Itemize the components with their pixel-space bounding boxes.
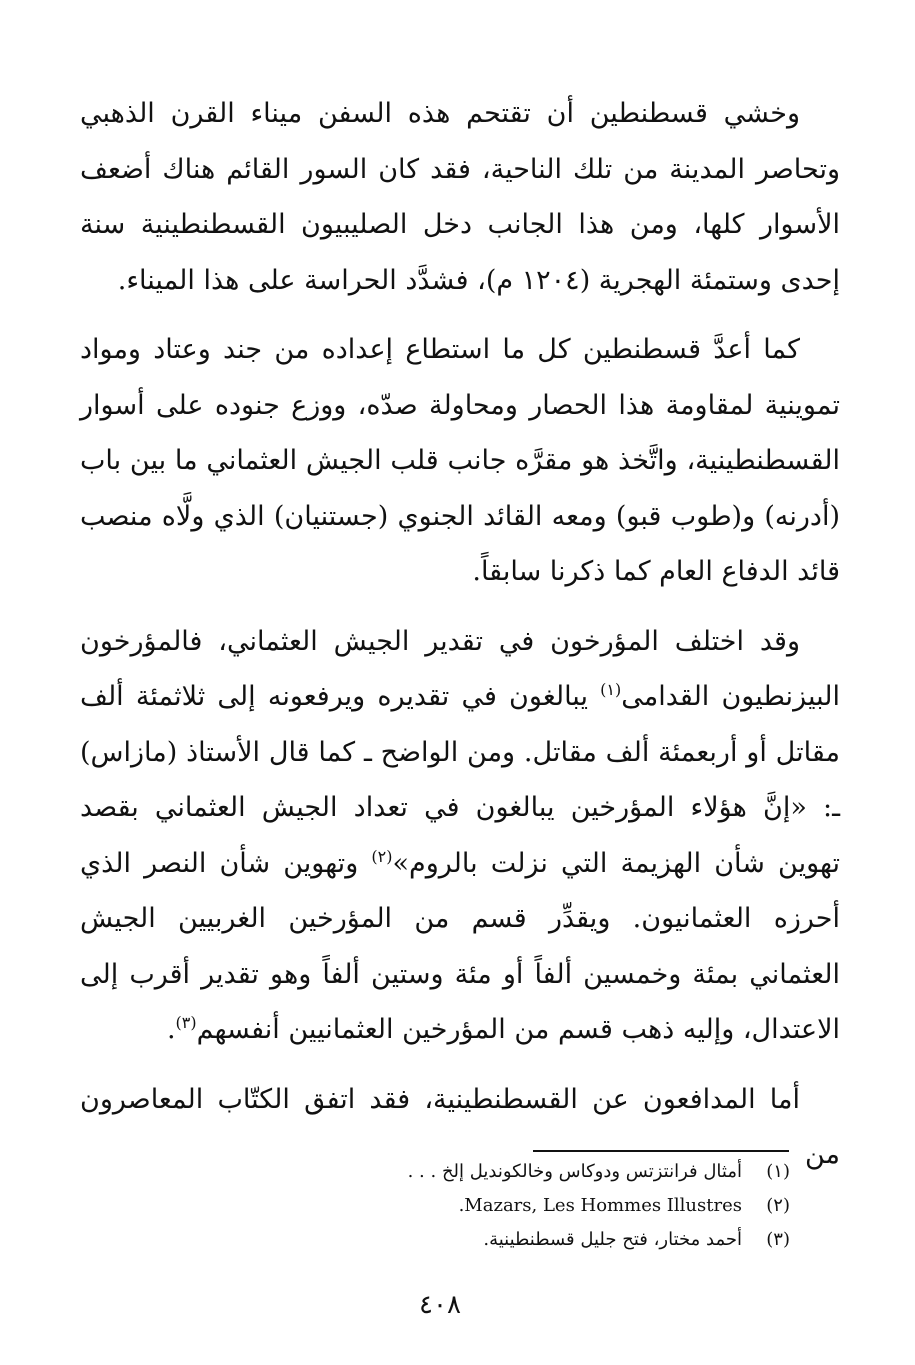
paragraph-2-text: كما أعدَّ قسطنطين كل ما استطاع إعداده من جند وعتاد ومواد تموينية لمقاومة هذا الحصار ومحاولة صدّه، ووزع جنوده على أسوار القسطنطينية، واتَّخذ هو مقرَّه جانب قلب الجيش العثماني ما بين باب (أدرنه) و(طوب قبو) ومعه القائد الجنوي (جستنيان) الذي ولَّاه منصب قائد الدفاع العام كما ذكرنا سابقاً. xyxy=(80,334,840,587)
footnote-ref-1[interactable]: (١) xyxy=(600,680,622,699)
footnote-text: Mazars, Les Hommes Illustres. xyxy=(458,1195,742,1216)
footnote-number: (١) xyxy=(766,1161,790,1182)
paragraph-1 xyxy=(80,86,840,308)
main-text xyxy=(80,86,840,1183)
paragraph-3-text-b: يبالغون في تقديره ويرفعونه إلى ثلاثمئة ألف مقاتل أو أربعمئة ألف مقاتل. ومن الواضح ـ كما قال الأستاذ (مازاس) ـ: «إنَّ هؤلاء المؤرخين يبالغون في تعداد الجيش العثماني بقصد تهوين شأن الهزيمة التي نزلت بالروم» xyxy=(80,681,840,879)
footnote-2 xyxy=(300,1189,790,1223)
footnote-ref-2[interactable]: (٢) xyxy=(371,846,393,866)
paragraph-3-text-d: . xyxy=(166,1014,176,1045)
footnote-ref-3[interactable]: (٣) xyxy=(175,1013,197,1032)
footnote-1 xyxy=(300,1155,790,1189)
paragraph-3-text-c: وتهوين شأن النصر الذي أحرزه العثمانيون. ويقدِّر قسم من المؤرخين الغربيين الجيش العثماني بمئة وخمسين ألفاً أو مئة وستين ألفاً وهو تقدير أقرب إلى الاعتدال، وإليه ذهب قسم من المؤرخين العثمانيين أنفسهم xyxy=(80,847,840,1045)
footnote-number: (٣) xyxy=(766,1229,790,1250)
paragraph-2 xyxy=(80,322,840,600)
footnote-separator xyxy=(533,1150,789,1152)
page-number: ٤٠٨ xyxy=(419,1290,461,1320)
paragraph-3 xyxy=(80,614,840,1058)
paragraph-4-text: أما المدافعون عن القسطنطينية، فقد اتفق الكتّاب المعاصرون من xyxy=(80,1083,840,1170)
paragraph-3-text-a: وقد اختلف المؤرخون في تقدير الجيش العثماني، فالمؤرخون البيزنطيون القدامى xyxy=(80,625,840,712)
footnote-number: (٢) xyxy=(766,1195,790,1216)
footnote-3 xyxy=(300,1223,790,1257)
paragraph-1-text: وخشي قسطنطين أن تقتحم هذه السفن ميناء القرن الذهبي وتحاصر المدينة من تلك الناحية، فقد كان السور القائم هناك أضعف الأسوار كلها، ومن هذا الجانب دخل الصليبيون القسطنطينية سنة إحدى وستمئة الهجرية (١٢٠٤ م)، فشدَّد الحراسة على هذا الميناء. xyxy=(80,98,840,296)
footnotes xyxy=(300,1155,790,1257)
footnote-text: أمثال فرانتزتس ودوكاس وخالكونديل إلخ . . . xyxy=(407,1161,742,1182)
footnote-text: أحمد مختار، فتح جليل قسطنطينية. xyxy=(483,1229,742,1250)
